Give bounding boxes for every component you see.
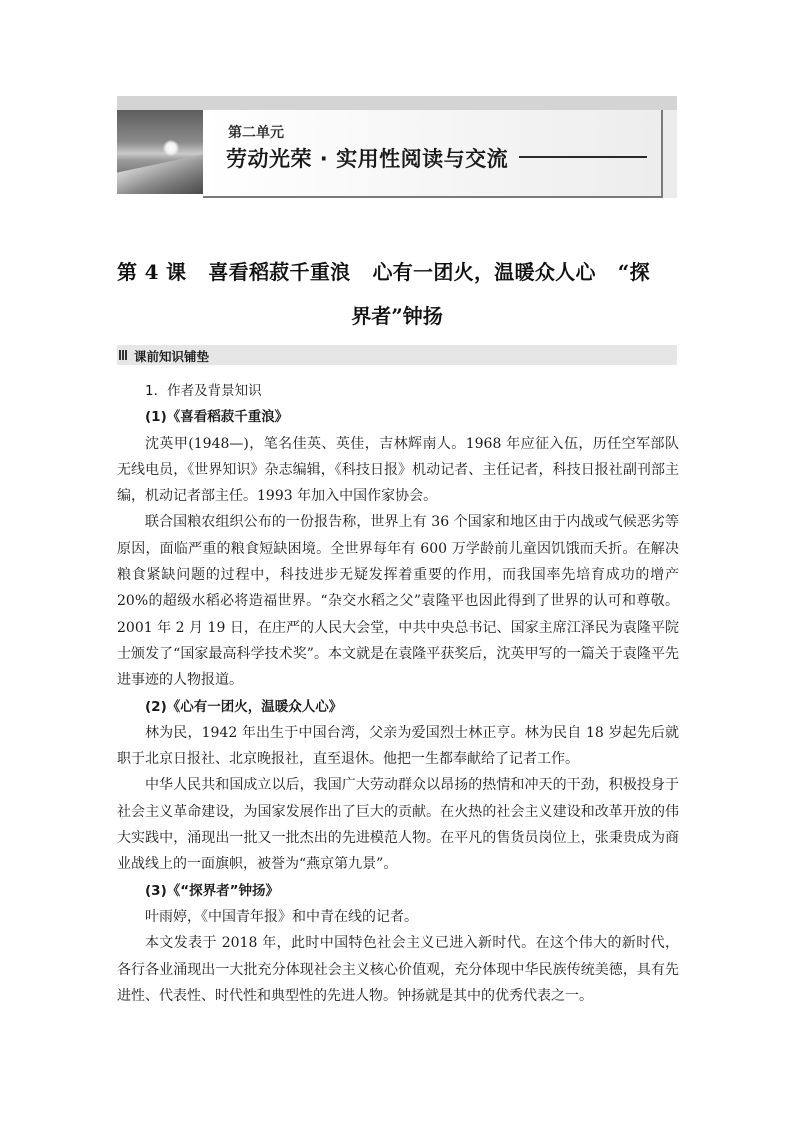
section-header xyxy=(117,345,677,365)
paragraph: 联合国粮农组织公布的一份报告称，世界上有 36 个国家和地区由于内战或气候恶劣等原因，面临严重的粮食短缺困境。全世界每年有 600 万学龄前儿童因饥饿而夭折。在解决粮食紧缺问题的过程中，科技进步无疑发挥着重要的作用，而我国率先培育成功的增产 20%的超级水稻必将造福世界。“杂交水稻之父”袁隆平也因此得到了世界的认可和尊敬。2001 年 2 月 19 日，在庄严的人民大会堂，中共中央总书记、国家主席江泽民为袁隆平院士颁发了“国家最高科学技术奖”。本文就是在袁隆平获奖后，沈英甲写的一篇关于袁隆平先进事迹的人物报道。 xyxy=(117,514,679,689)
body-content xyxy=(117,378,679,1009)
subheading-1: (1)《喜看稻菽千重浪》 xyxy=(145,409,289,426)
paragraph: 沈英甲(1948—)，笔名佳英、英佳，吉林辉南人。1968 年应征入伍，历任空军部队无线电员，《世界知识》杂志编辑，《科技日报》机动记者、主任记者，科技日报社副刊部主编，机动记者部主任。1993 年加入中国作家协会。 xyxy=(117,435,679,505)
paragraph: 中华人民共和国成立以后，我国广大劳动群众以昂扬的热情和冲天的干劲，积极投身于社会主义革命建设，为国家发展作出了巨大的贡献。在火热的社会主义建设和改革开放的伟大实践中，涌现出一批又一批杰出的先进模范人物。在平凡的售货员岗位上，张秉贵成为商业战线上的一面旗帜，被誉为“燕京第九景”。 xyxy=(117,777,679,873)
unit-label: 第二单元 xyxy=(228,125,284,141)
background-heading: 1．作者及背景知识 xyxy=(145,383,262,399)
section-label: 课前知识铺垫 xyxy=(134,349,210,364)
section-marker-icon xyxy=(119,350,128,360)
unit-title: 劳动光荣 · 实用性阅读与交流 xyxy=(226,147,509,171)
banner-right-border xyxy=(661,110,663,198)
lesson-title-part-1: 喜看稻菽千重浪 xyxy=(208,260,351,284)
photo-sun xyxy=(163,140,179,156)
paragraph: 林为民，1942 年出生于中国台湾，父亲为爱国烈士林正亨。林为民自 18 岁起先后就职于北京日报社、北京晚报社，直至退休。他把一生都奉献给了记者工作。 xyxy=(117,724,679,768)
lesson-title-part-2: 心有一团火，温暖众人心 xyxy=(372,260,596,284)
subheading-2: (2)《心有一团火，温暖众人心》 xyxy=(145,698,343,715)
banner-bottom-border xyxy=(203,196,663,198)
lesson-number: 第 4 课 xyxy=(117,260,187,284)
lesson-title-line-1 xyxy=(117,250,677,294)
sunrise-photo xyxy=(117,110,203,194)
paragraph: 叶雨婷，《中国青年报》和中青在线的记者。 xyxy=(145,908,418,925)
lesson-title-line-2: 界者”钟扬 xyxy=(351,304,443,328)
banner-top-bar xyxy=(117,96,677,110)
photo-shoreline xyxy=(117,149,203,194)
unit-banner xyxy=(117,96,677,198)
paragraph: 本文发表于 2018 年，此时中国特色社会主义已进入新时代。在这个伟大的新时代，各行各业涌现出一大批充分体现社会主义核心价值观，充分体现中华民族传统美德，具有先进性、代表性、时代性和典型性的先进人物。钟扬就是其中的优秀代表之一。 xyxy=(117,935,679,1004)
unit-title-rule xyxy=(519,156,647,158)
subheading-3: (3)《“探界者”钟扬》 xyxy=(145,882,279,899)
lesson-title xyxy=(117,250,677,338)
lesson-title-part-3: “探 xyxy=(617,260,650,284)
